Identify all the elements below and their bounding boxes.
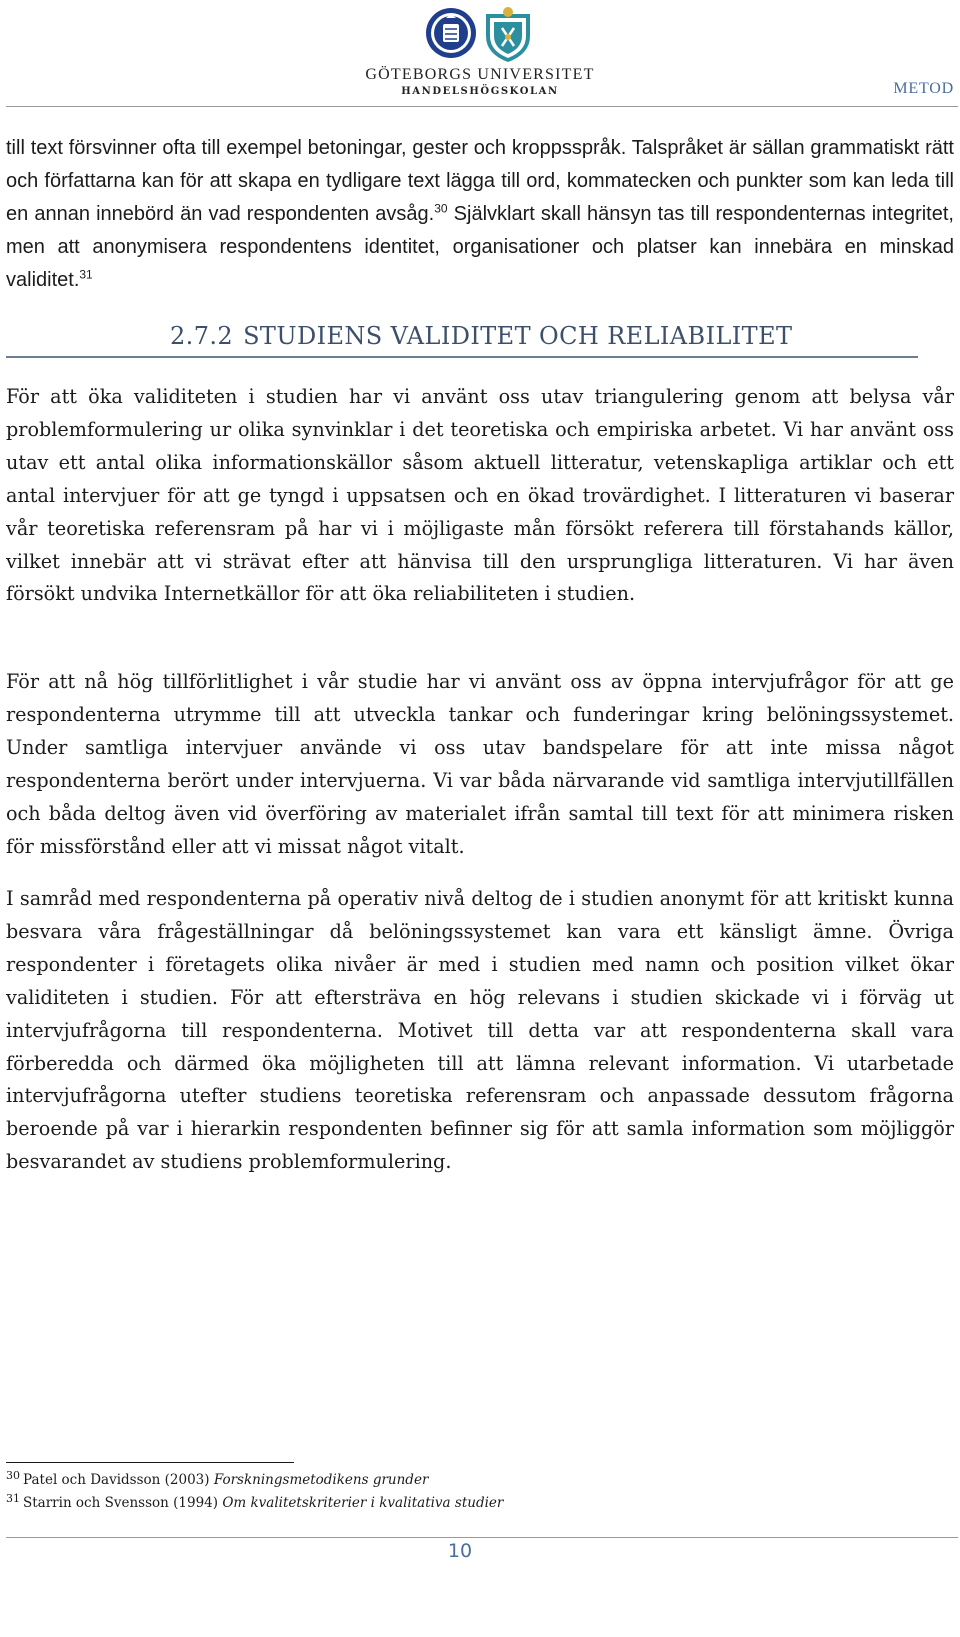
footnote-number: 30: [6, 1468, 20, 1482]
footnote-authors: Starrin och Svensson (1994): [23, 1495, 223, 1511]
footnote-ref-31: 31: [79, 266, 93, 281]
page-number: 10: [447, 1540, 473, 1562]
section-heading: [170, 322, 792, 350]
business-school-crest-icon: [486, 7, 530, 62]
footnote-title: Om kvalitetskriterier i kvalitativa studier: [222, 1495, 504, 1511]
university-name: GÖTEBORGS UNIVERSITET: [365, 66, 595, 83]
footnote-30: [6, 1468, 429, 1488]
university-seal-icon: [426, 8, 476, 58]
section-number: 2.7.2: [170, 322, 234, 350]
footnote-rule: [6, 1462, 294, 1463]
header-rule: [6, 106, 958, 107]
footnote-31: [6, 1491, 504, 1511]
paragraph-intro: [6, 132, 954, 297]
paragraph-respondents: I samråd med respondenterna på operativ nivå deltog de i studien anonymt för att kritiskt kunna besvara våra frågeställningar då belöningssystemet kan vara ett känsligt ämne. Övriga respondenter i företagets olika nivåer är med i studien med namn och position vilket ökar validiteten i studien. För att eftersträva en hög relevans i studien skickade vi i förväg ut intervjufrågorna till respondenterna. Motivet till detta var att respondenterna skall vara förberedda och därmed öka möjligheten till att lämna relevant information. Vi utarbetade intervjufrågorna utefter studiens teoretiska referensram och anpassade dessutom frågorna beroende på var i hierarkin respondenten befinner sig för att samla information som möjliggör besvarandet av studiens problemformulering.: [6, 887, 954, 1174]
footnote-authors: Patel och Davidsson (2003): [23, 1472, 214, 1488]
paragraph-validity: För att öka validiteten i studien har vi använt oss utav triangulering genom att belysa vår problemformulering ur olika synvinklar i det teoretiska och empiriska arbetet. Vi har använt oss utav ett antal olika informationskällor såsom aktuell litteratur, vetenskapliga artiklar och ett antal intervjuer för att ge tyngd i uppsatsen och en ökad trovärdighet. I litteraturen vi baserar vår teoretiska referensram på har vi i möjligaste mån försökt referera till förstahands källor, vilket innebär att vi strävat efter att hänvisa till den ursprungliga litteraturen. Vi har även försökt undvika Internetkällor för att öka reliabiliteten i studien.: [6, 385, 954, 606]
paragraph-intro-text-b: Självklart skall hänsyn tas till respondenternas integritet, men att anonymisera respondentens identitet, organisationer och platser kan innebära en minskad validitet.: [6, 202, 954, 291]
footnote-ref-30: 30: [434, 201, 448, 216]
school-name: HANDELSHÖGSKOLAN: [401, 86, 559, 97]
university-logos: [424, 6, 536, 64]
section-title: STUDIENS VALIDITET OCH RELIABILITET: [243, 322, 793, 350]
section-tag: METOD: [893, 80, 954, 97]
heading-rule: [6, 356, 918, 358]
footnote-title: Forskningsmetodikens grunder: [213, 1472, 429, 1488]
page-header: [0, 0, 960, 112]
footnote-number: 31: [6, 1491, 20, 1505]
paragraph-intro-text-a: till text försvinner ofta till exempel betoningar, gester och kroppsspråk. Talspråket är sällan grammatiskt rätt och författarna kan för att skapa en tydligare text lägga till ord, kommatecken och punkter som kan leda till en annan innebörd än vad respondenten avsåg.: [6, 137, 954, 225]
footer-rule: [6, 1537, 958, 1538]
paragraph-reliability: För att nå hög tillförlitlighet i vår studie har vi använt oss av öppna intervjufrågor för att ge respondenterna utrymme till att utveckla tankar och funderingar kring belöningssystemet. Under samtliga intervjuer använde vi oss utav bandspelare för att inte missa något respondenterna berört under intervjuerna. Vi var båda närvarande vid samtliga intervjutillfällen och båda deltog även vid överföring av materialet ifrån samtal till text för att minimera risken för missförstånd eller att vi missat något vitalt.: [6, 670, 954, 858]
